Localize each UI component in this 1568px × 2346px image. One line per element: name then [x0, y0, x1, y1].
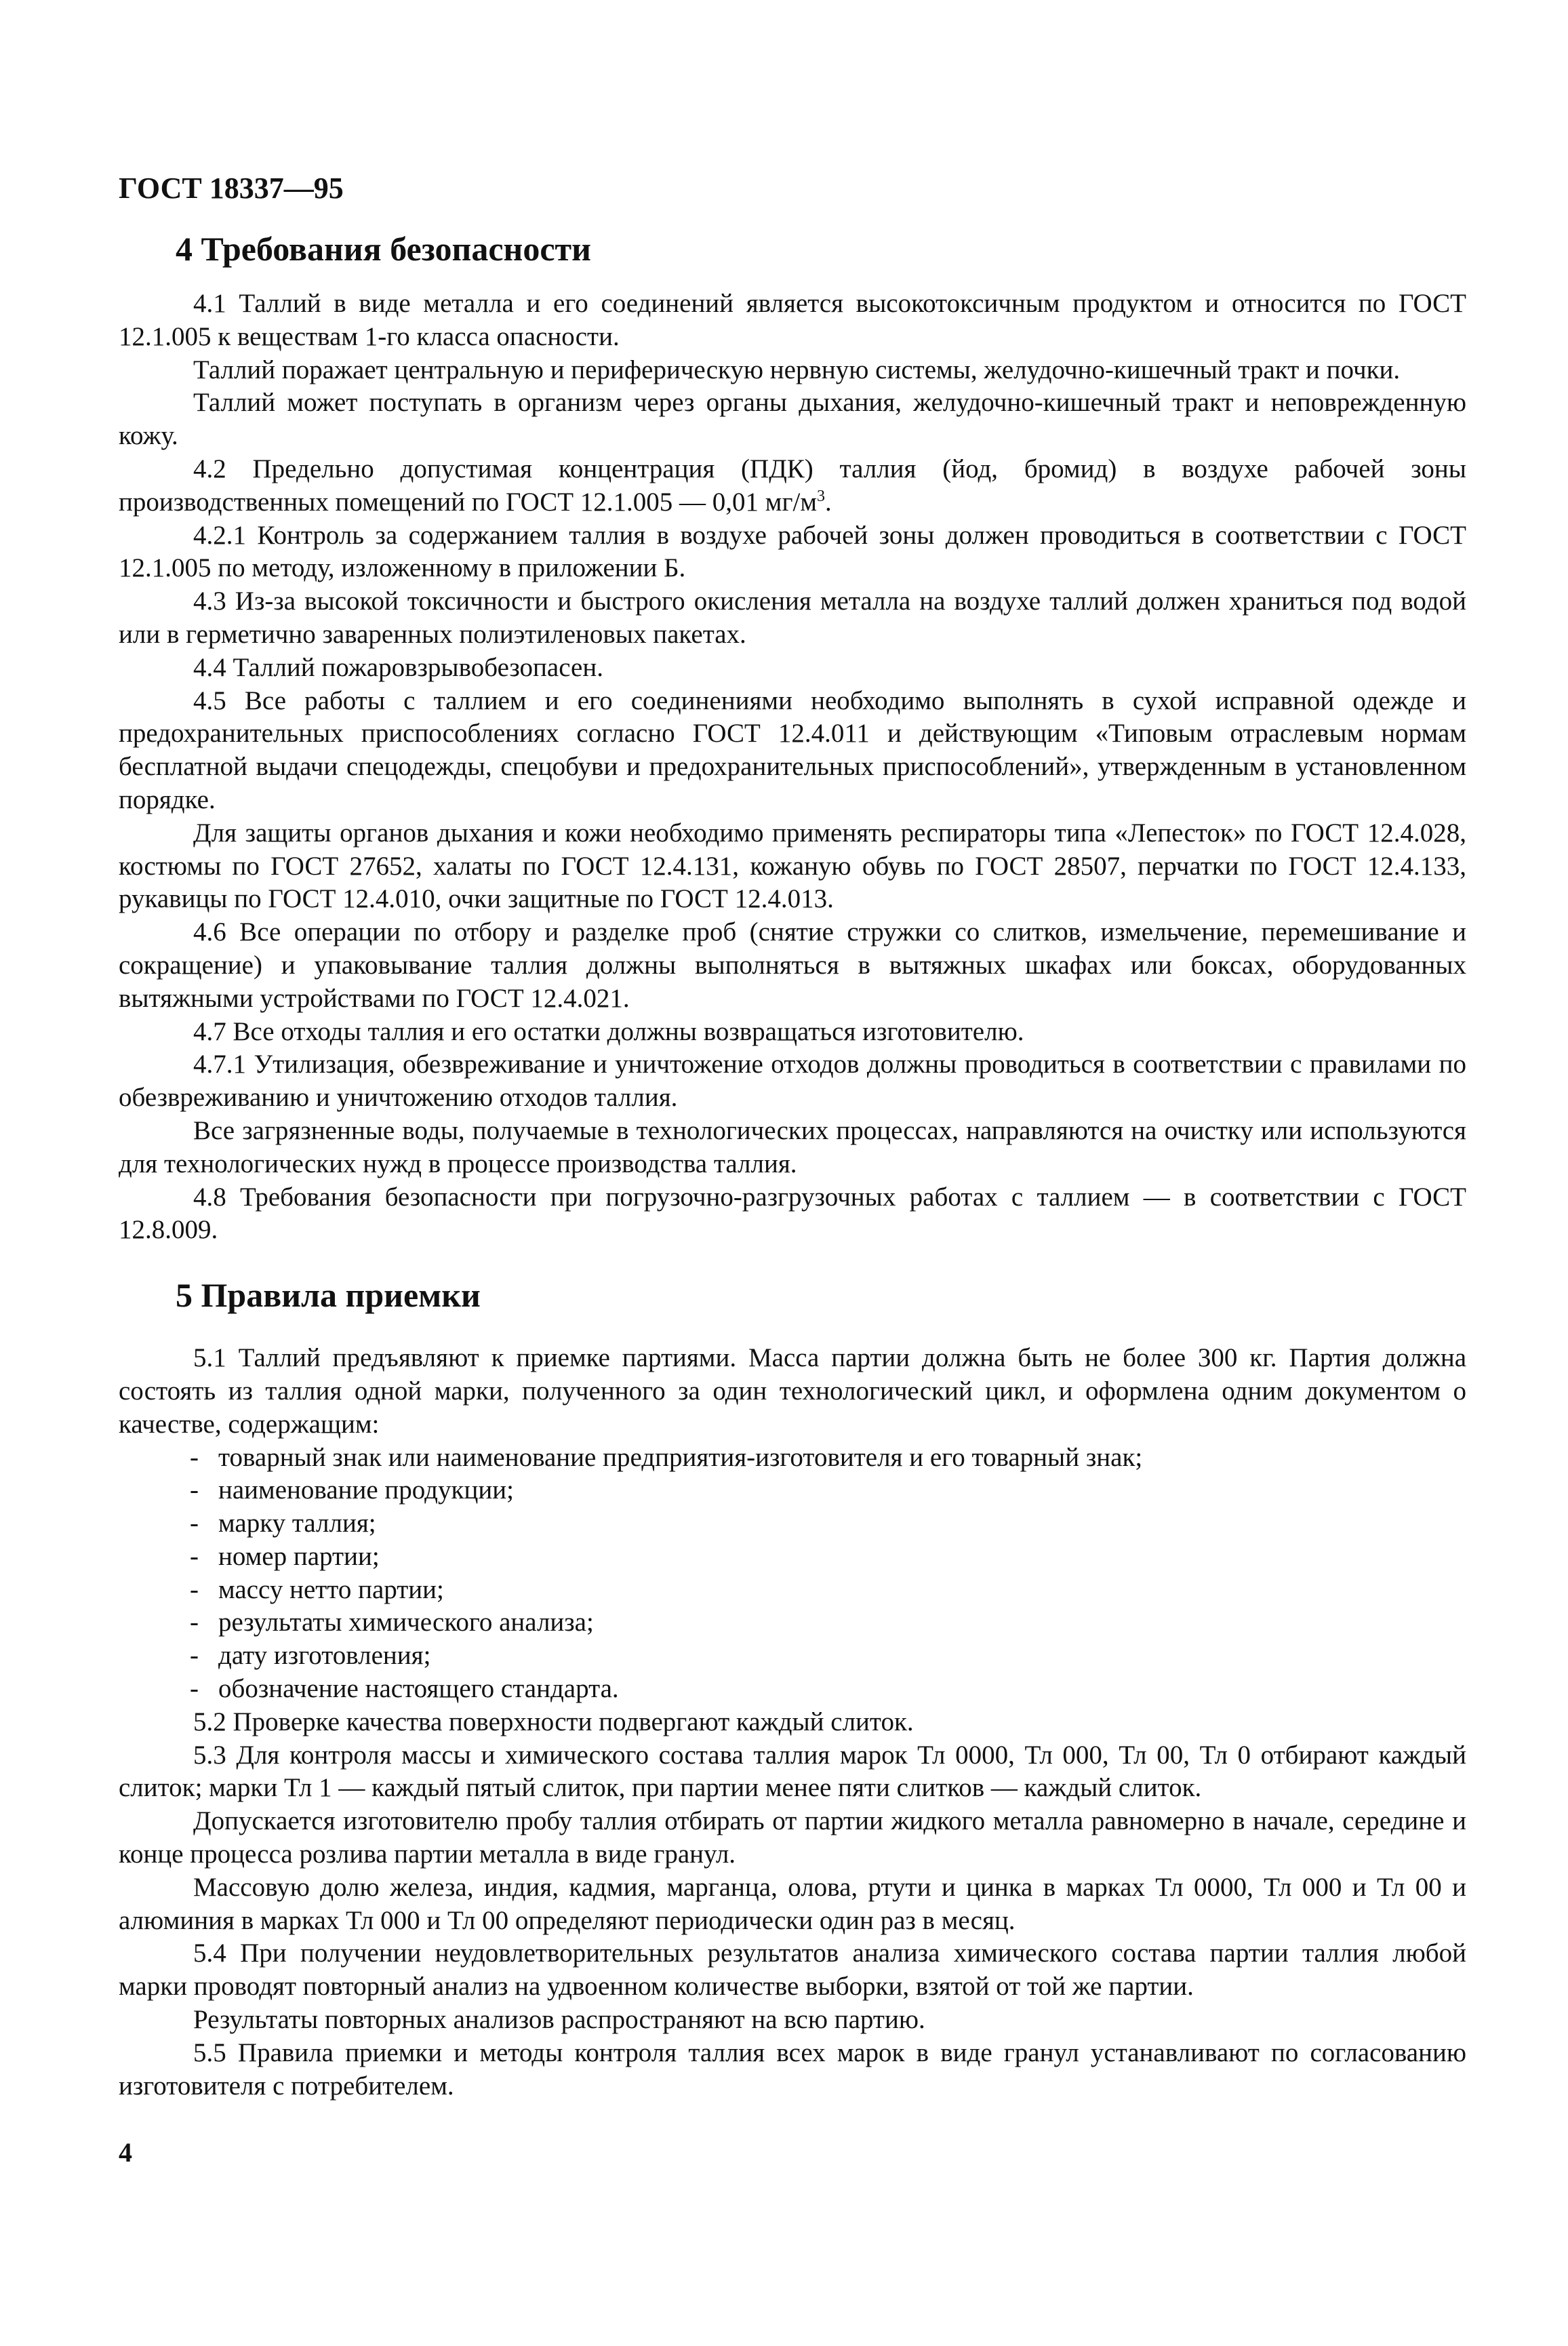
unit-superscript: 3: [817, 487, 825, 505]
list-item: - результаты химического анализа;: [119, 1606, 1466, 1639]
list-item: - обозначение настоящего стандарта.: [119, 1673, 1466, 1706]
paragraph-5-5: 5.5 Правила приемки и методы контроля таллия всех марок в виде гранул устанавливают по согласованию изготовителя с потребителем.: [119, 2037, 1466, 2101]
list-item: - массу нетто партии;: [119, 1574, 1466, 1607]
paragraph-4-2-end: .: [825, 487, 832, 517]
paragraph-5-3: 5.3 Для контроля массы и химического состава таллия марок Тл 0000, Тл 000, Тл 00, Тл 0 отбирают каждый слиток; марки Тл 1 — каждый пятый слиток, при партии менее пяти слитков — каждый слиток.: [119, 1740, 1466, 1803]
list-item: - товарный знак или наименование предприятия-изготовителя и его товарный знак;: [119, 1442, 1466, 1475]
paragraph-5-3-sampling: Допускается изготовителю пробу таллия отбирать от партии жидкого металла равномерно в начале, середине и конце процесса розлива партии металла в виде гранул.: [119, 1806, 1466, 1869]
paragraph-5-1: 5.1 Таллий предъявляют к приемке партиями. Масса партии должна быть не более 300 кг. Партия должна состоять из таллия одной марки, полученного за один технологический цикл, и оформлена одним документом о качестве, содержащим:: [119, 1343, 1466, 1439]
paragraph-4-1-effects: Таллий поражает центральную и периферическую нервную системы, желудочно-кишечный тракт и почки.: [193, 355, 1401, 384]
paragraph-4-7: 4.7 Все отходы таллия и его остатки должны возвращаться изготовителю.: [193, 1016, 1024, 1046]
section-5-title: 5 Правила приемки: [176, 1276, 481, 1315]
paragraph-4-6: 4.6 Все операции по отбору и разделке проб (снятие стружки со слитков, измельчение, перемешивание и сокращение) и упаковывание таллия должны выполняться в вытяжных шкафах или боксах, оборудованных вытяжными устройствами по ГОСТ 12.4.021.: [119, 917, 1466, 1013]
document-page: [119, 170, 1466, 2103]
quality-document-list: [119, 1442, 1466, 1706]
paragraph-4-2-text: 4.2 Предельно допустимая концентрация (ПДК) таллия (йод, бромид) в воздухе рабочей зоны производственных помещений по ГОСТ 12.1.005 — 0,01 мг/м: [119, 454, 1466, 517]
paragraph-4-1: 4.1 Таллий в виде металла и его соединений является высокотоксичным продуктом и относится по ГОСТ 12.1.005 к веществам 1-го класса опасности.: [119, 289, 1466, 351]
list-item: - наименование продукции;: [119, 1474, 1466, 1507]
section-4-title: 4 Требования безопасности: [176, 230, 591, 268]
paragraph-5-2: 5.2 Проверке качества поверхности подвергают каждый слиток.: [193, 1707, 914, 1736]
list-item: - марку таллия;: [119, 1507, 1466, 1540]
document-code: ГОСТ 18337—95: [119, 172, 344, 205]
paragraph-4-5: 4.5 Все работы с таллием и его соединениями необходимо выполнять в сухой исправной одежде и предохранительных приспособлениях согласно ГОСТ 12.4.011 и действующим «Типовым отраслевым нормам бесплатной выдачи спецодежды, спецобуви и предохранительных приспособлений», утвержденным в установленном порядке.: [119, 685, 1466, 814]
paragraph-4-3: 4.3 Из-за высокой токсичности и быстрого окисления металла на воздухе таллий должен храниться под водой или в герметично заваренных полиэтиленовых пакетах.: [119, 586, 1466, 649]
paragraph-5-4-results: Результаты повторных анализов распространяют на всю партию.: [193, 2005, 925, 2035]
paragraph-5-4: 5.4 При получении неудовлетворительных результатов анализа химического состава партии таллия любой марки проводят повторный анализ на удвоенном количестве выборки, взятой от той же партии.: [119, 1939, 1466, 2002]
list-marker: -: [190, 1442, 199, 1472]
list-marker: -: [190, 1641, 199, 1671]
paragraph-4-7-1: 4.7.1 Утилизация, обезвреживание и уничтожение отходов должны проводиться в соответствии с правилами по обезвреживанию и уничтожению отходов таллия.: [119, 1050, 1466, 1113]
list-marker: -: [190, 1608, 199, 1637]
page-number: 4: [119, 2137, 132, 2168]
list-item: - дату изготовления;: [119, 1639, 1466, 1673]
list-marker: -: [190, 1541, 199, 1571]
paragraph-5-3-periodic: Массовую долю железа, индия, кадмия, марганца, олова, ртути и цинка в марках Тл 0000, Тл 000 и Тл 00 и алюминия в марках Тл 000 и Тл 00 определяют периодически один раз в месяц.: [119, 1872, 1466, 1935]
list-item: - номер партии;: [119, 1540, 1466, 1574]
list-marker: -: [190, 1574, 199, 1604]
paragraph-4-5-protection: Для защиты органов дыхания и кожи необходимо применять респираторы типа «Лепесток» по ГОСТ 12.4.028, костюмы по ГОСТ 27652, халаты по ГОСТ 12.4.131, кожаную обувь по ГОСТ 28507, перчатки по ГОСТ 12.4.133, рукавицы по ГОСТ 12.4.010, очки защитные по ГОСТ 12.4.013.: [119, 818, 1466, 914]
paragraph-4-7-1-water: Все загрязненные воды, получаемые в технологических процессах, направляются на очистку или используются для технологических нужд в процессе производства таллия.: [119, 1115, 1466, 1178]
paragraph-4-4: 4.4 Таллий пожаровзрывобезопасен.: [193, 652, 603, 682]
paragraph-4-2: [119, 453, 1466, 519]
paragraph-4-2-1: 4.2.1 Контроль за содержанием таллия в воздухе рабочей зоны должен проводиться в соответствии с ГОСТ 12.1.005 по методу, изложенному в приложении Б.: [119, 520, 1466, 583]
list-marker: -: [190, 1674, 199, 1704]
paragraph-4-1-entry: Таллий может поступать в организм через органы дыхания, желудочно-кишечный тракт и неповрежденную кожу.: [119, 388, 1466, 451]
paragraph-4-8: 4.8 Требования безопасности при погрузочно-разгрузочных работах с таллием — в соответствии с ГОСТ 12.8.009.: [119, 1182, 1466, 1245]
list-marker: -: [190, 1475, 199, 1505]
list-marker: -: [190, 1509, 199, 1538]
